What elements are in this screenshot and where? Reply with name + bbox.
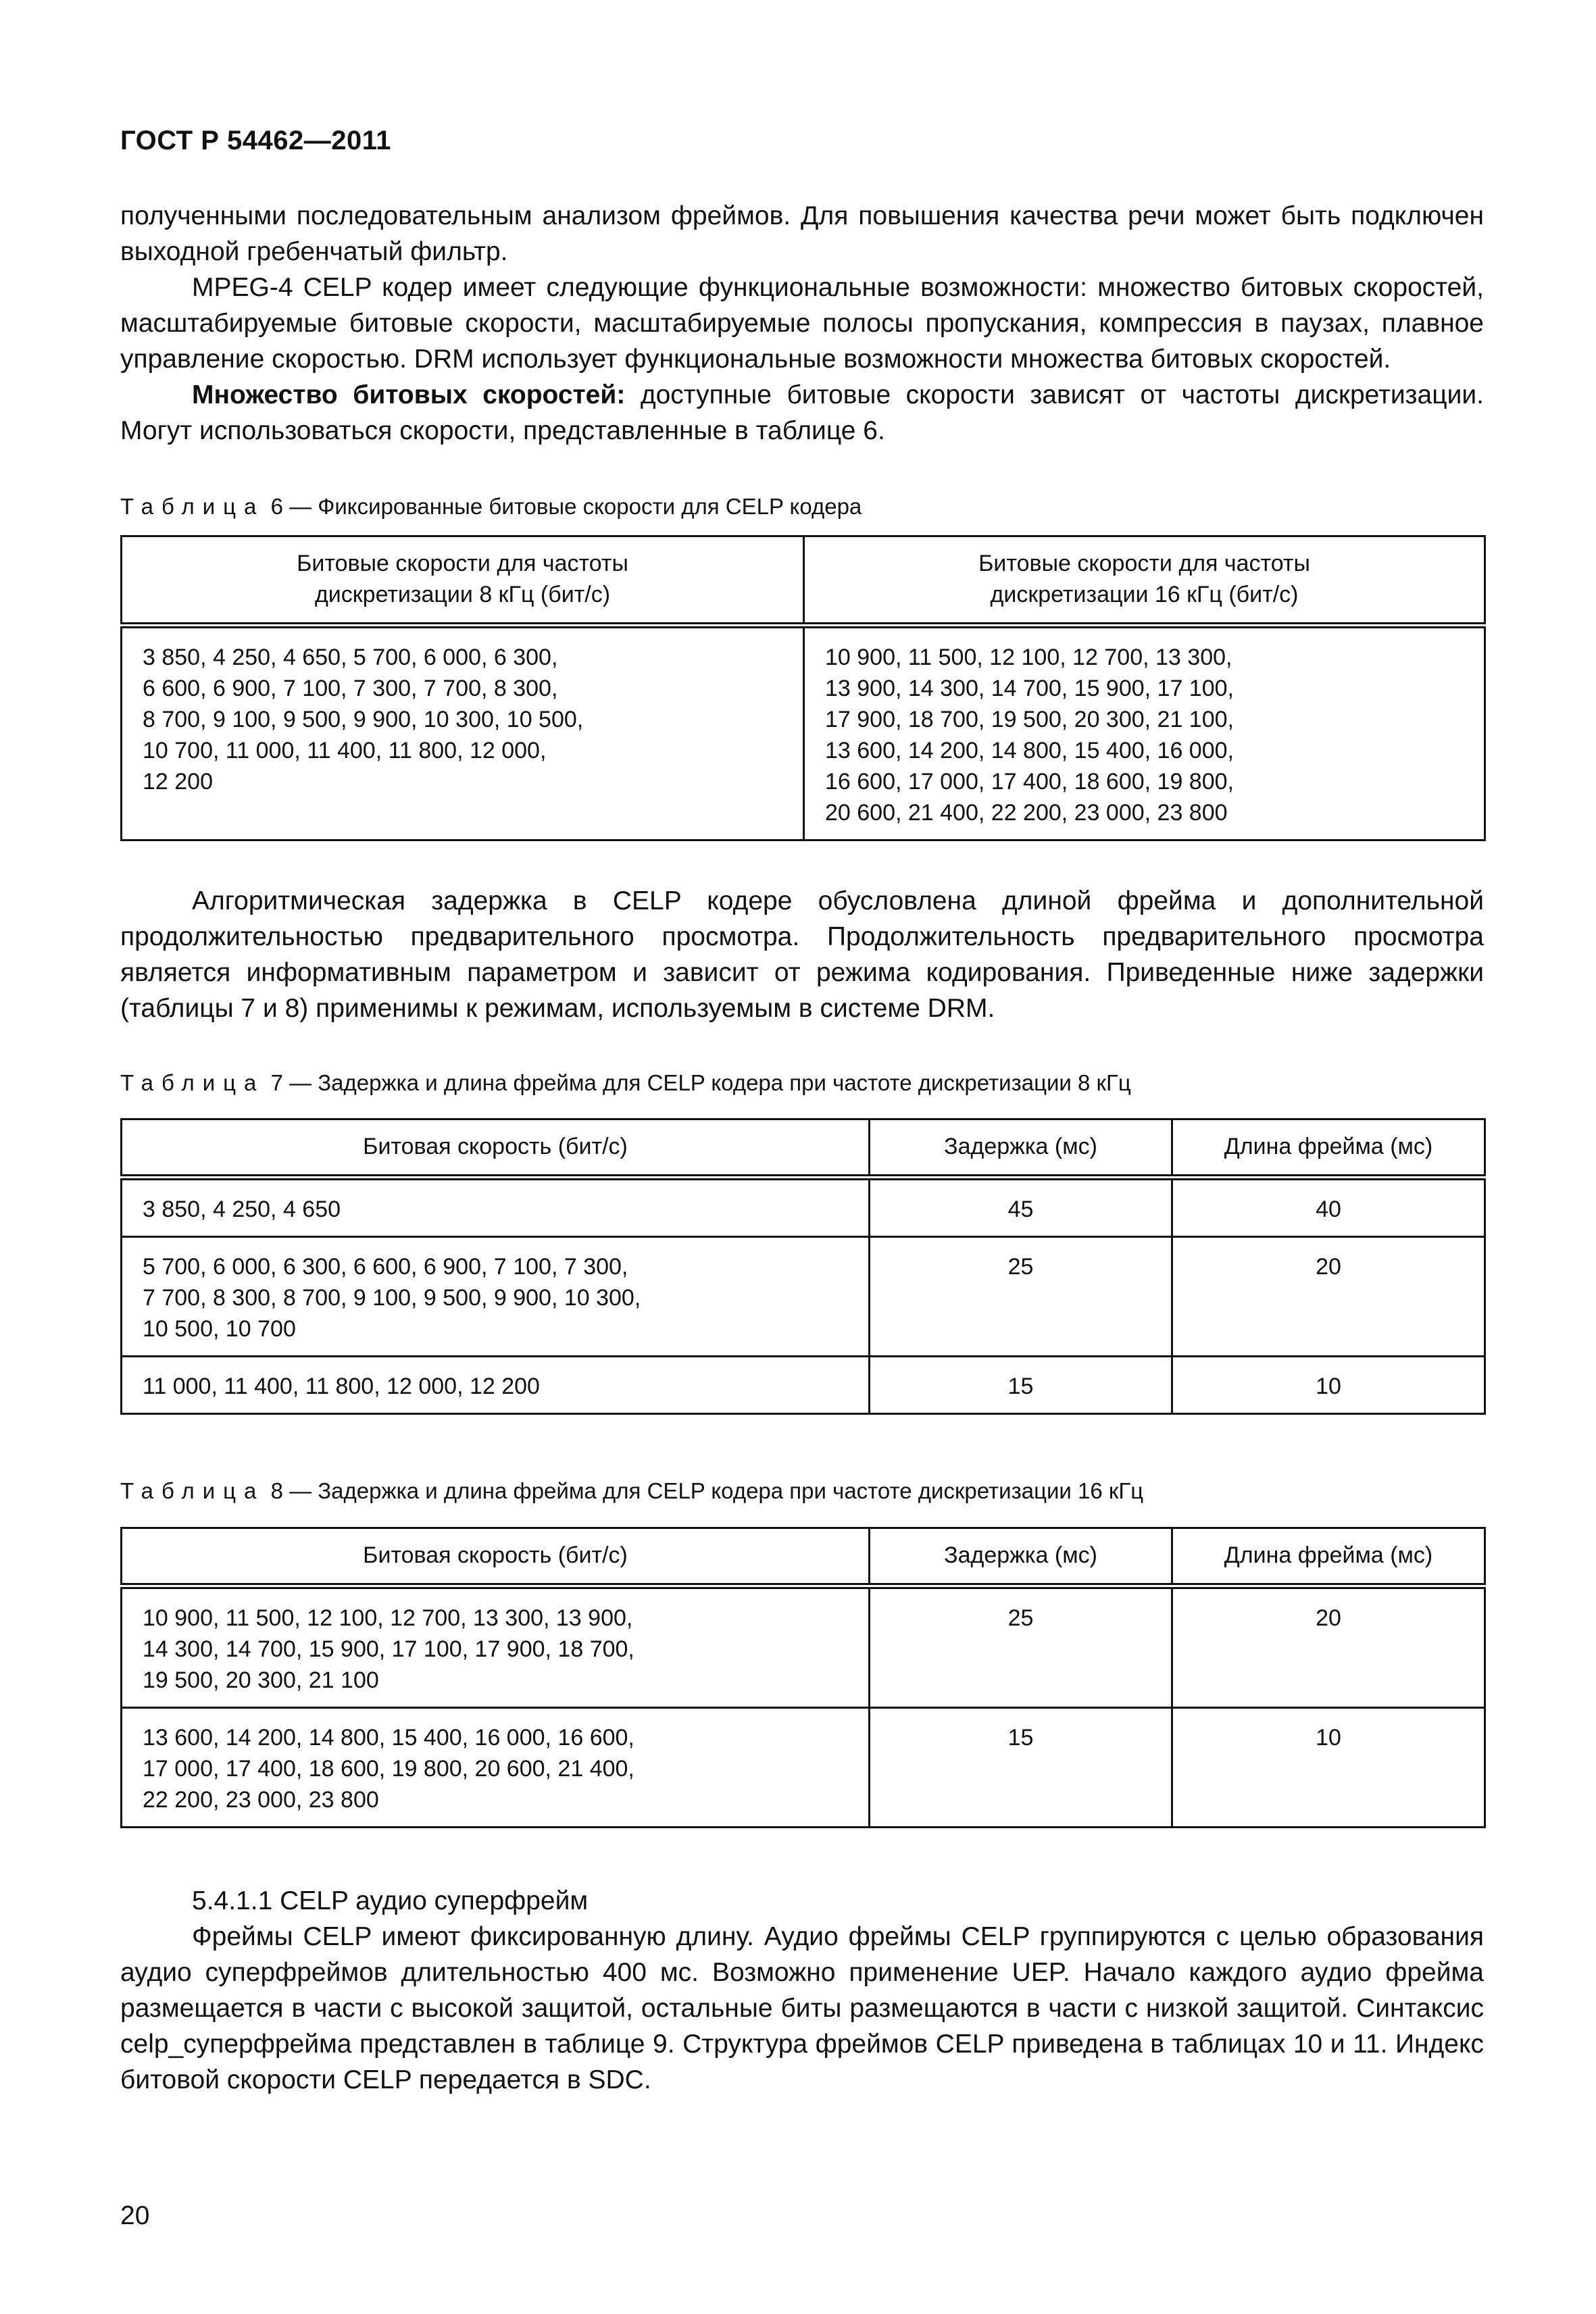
paragraph-3 (120, 377, 1484, 449)
table-row (122, 626, 1485, 840)
table6-header-8khz: Битовые скорости для частоты дискретизации 8 кГц (бит/с) (122, 536, 804, 626)
table8-caption-label: Таблица (120, 1478, 265, 1503)
table7-cell-delay: 45 (870, 1178, 1172, 1237)
table8 (120, 1527, 1486, 1828)
table-row (122, 1586, 1485, 1708)
table6-caption-text: 6 — Фиксированные битовые скорости для CELP кодера (270, 494, 862, 519)
table-row (122, 1357, 1485, 1414)
document-id: ГОСТ Р 54462—2011 (120, 126, 391, 155)
table8-cell-delay: 15 (870, 1708, 1172, 1828)
paragraph-1: полученными последовательным анализом фреймов. Для повышения качества речи может быть подключен выходной гребенчатый фильтр. (120, 201, 1484, 266)
table8-cell-frame-length: 20 (1172, 1586, 1485, 1708)
section-body-block (120, 1919, 1484, 2098)
table-row (122, 1178, 1485, 1237)
table8-header-delay: Задержка (мс) (870, 1528, 1172, 1586)
table8-caption (120, 1478, 1143, 1505)
table-row (122, 1237, 1485, 1357)
page-number: 20 (120, 2201, 150, 2230)
section-body: Фреймы CELP имеют фиксированную длину. Аудио фреймы CELP группируются с целью образования аудио суперфреймов длительностью 400 мс. Возможно применение UEP. Начало каждого аудио фрейма размещается в части с высокой защитой, остальные биты размещаются в части с низкой защитой. Синтаксис celp_суперфрейма представлен в таблице 9. Структура фреймов CELP приведена в таблицах 10 и 11. Индекс битовой скорости CELP передается в SDC. (120, 1922, 1484, 2094)
table6-caption-label: Таблица (120, 494, 265, 519)
paragraph-3-rest: доступные битовые скорости зависят от частоты дискретизации. Могут использоваться скорости, представленные в таблице 6. (120, 380, 1484, 445)
table7-caption-label: Таблица (120, 1070, 265, 1095)
table8-cell-bitrate: 13 600, 14 200, 14 800, 15 400, 16 000, 16 600, 17 000, 17 400, 18 600, 19 800, 20 600, 21 400, 22 200, 23 000, 23 800 (122, 1708, 870, 1828)
table7-cell-bitrate: 3 850, 4 250, 4 650 (122, 1178, 870, 1237)
table8-caption-text: 8 — Задержка и длина фрейма для CELP кодера при частоте дискретизации 16 кГц (270, 1478, 1144, 1503)
paragraph-4: Алгоритмическая задержка в CELP кодере обусловлена длиной фрейма и дополнительной продолжительностью предварительного просмотра. Продолжительность предварительного просмотра является информативным параметром и зависит от режима кодирования. Приведенные ниже задержки (таблицы 7 и 8) применимы к режимам, используемым в системе DRM. (120, 886, 1484, 1023)
table8-header-bitrate: Битовая скорость (бит/с) (122, 1528, 870, 1586)
table6-header-16khz: Битовые скорости для частоты дискретизации 16 кГц (бит/с) (804, 536, 1485, 626)
table7-cell-bitrate: 5 700, 6 000, 6 300, 6 600, 6 900, 7 100, 7 300, 7 700, 8 300, 8 700, 9 100, 9 500, 9 900, 10 300, 10 500, 10 700 (122, 1237, 870, 1357)
table7-cell-frame-length: 40 (1172, 1178, 1485, 1237)
table6 (120, 535, 1486, 841)
table8-cell-bitrate: 10 900, 11 500, 12 100, 12 700, 13 300, 13 900, 14 300, 14 700, 15 900, 17 100, 17 900, 18 700, 19 500, 20 300, 21 100 (122, 1586, 870, 1708)
table7-cell-delay: 25 (870, 1237, 1172, 1357)
table8-header-frame-length: Длина фрейма (мс) (1172, 1528, 1485, 1586)
table7-header-delay: Задержка (мс) (870, 1120, 1172, 1178)
table7-caption (120, 1070, 1131, 1097)
paragraph-2: MPEG-4 CELP кодер имеет следующие функциональные возможности: множество битовых скоростей, масштабируемые битовые скорости, масштабируемые полосы пропускания, компрессия в паузах, плавное управление скоростью. DRM использует функциональные возможности множества битовых скоростей. (120, 273, 1484, 374)
table8-cell-frame-length: 10 (1172, 1708, 1485, 1828)
table7-caption-text: 7 — Задержка и длина фрейма для CELP кодера при частоте дискретизации 8 кГц (270, 1070, 1131, 1095)
table7-cell-delay: 15 (870, 1357, 1172, 1414)
section-title: 5.4.1.1 CELP аудио суперфрейм (192, 1886, 589, 1915)
table7-header-bitrate: Битовая скорость (бит/с) (122, 1120, 870, 1178)
table6-cell-8khz: 3 850, 4 250, 4 650, 5 700, 6 000, 6 300, 6 600, 6 900, 7 100, 7 300, 7 700, 8 300, 8 700, 9 100, 9 500, 9 900, 10 300, 10 500, 10 700, 11 000, 11 400, 11 800, 12 000, 12 200 (122, 626, 804, 840)
table7-cell-frame-length: 10 (1172, 1357, 1485, 1414)
table6-caption (120, 493, 862, 520)
table-row (122, 1708, 1485, 1828)
paragraph-3-bold: Множество битовых скоростей: (192, 380, 626, 409)
table7-cell-frame-length: 20 (1172, 1237, 1485, 1357)
table8-cell-delay: 25 (870, 1586, 1172, 1708)
table6-cell-16khz: 10 900, 11 500, 12 100, 12 700, 13 300, 13 900, 14 300, 14 700, 15 900, 17 100, 17 900, 18 700, 19 500, 20 300, 21 100, 13 600, 14 200, 14 800, 15 400, 16 000, 16 600, 17 000, 17 400, 18 600, 19 800, 20 600, 21 400, 22 200, 23 000, 23 800 (804, 626, 1485, 840)
table7-header-frame-length: Длина фрейма (мс) (1172, 1120, 1485, 1178)
paragraph-4-block (120, 883, 1484, 1026)
table7 (120, 1118, 1486, 1415)
intro-text (120, 198, 1484, 449)
table7-cell-bitrate: 11 000, 11 400, 11 800, 12 000, 12 200 (122, 1357, 870, 1414)
